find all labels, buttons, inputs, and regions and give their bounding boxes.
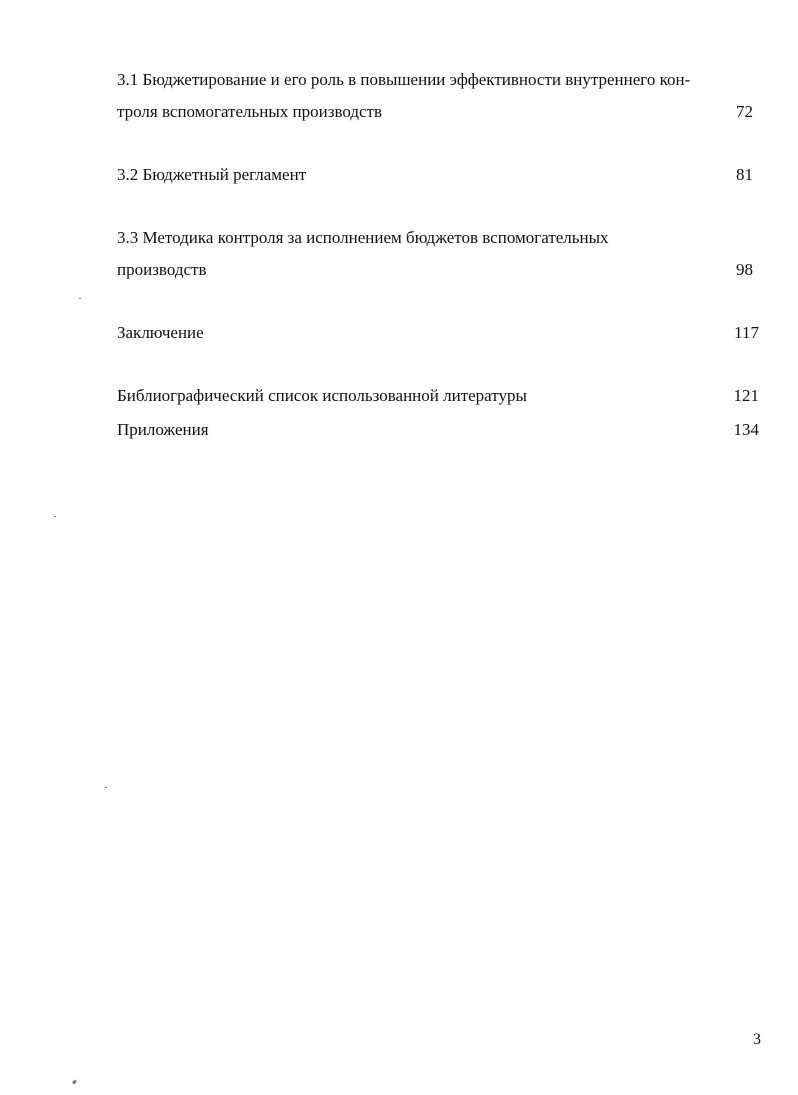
toc-entry-page: 81	[736, 165, 753, 184]
page-number: 3	[753, 1031, 761, 1048]
scan-speck	[79, 298, 81, 299]
toc-entry-3-2	[117, 159, 759, 191]
toc-entry-title-line1: 3.1 Бюджетирование и его роль в повышении эффективности внутреннего кон-	[117, 70, 691, 89]
toc-entry-3-3	[117, 222, 759, 286]
toc-entry-title-line2: троля вспомогательных производств	[117, 102, 383, 121]
toc-entry-title-line2: производств	[117, 260, 207, 279]
toc-entry-3-1	[117, 64, 759, 128]
table-of-contents	[117, 64, 759, 446]
toc-entry-page: 98	[736, 260, 753, 279]
scan-speck	[105, 787, 107, 788]
toc-entry-conclusion	[117, 317, 759, 349]
toc-entry-title: Библиографический список использованной литературы	[117, 386, 527, 405]
scan-speck	[72, 1080, 77, 1085]
toc-entry-title: 3.2 Бюджетный регламент	[117, 165, 307, 184]
toc-entry-page: 134	[733, 420, 759, 439]
toc-entry-title-line1: 3.3 Методика контроля за исполнением бюджетов вспомогательных	[117, 228, 609, 247]
toc-entry-page: 72	[736, 102, 753, 121]
scan-speck	[54, 516, 56, 517]
toc-entry-title: Приложения	[117, 420, 209, 439]
toc-entry-bibliography	[117, 380, 759, 412]
toc-entry-title: Заключение	[117, 323, 204, 342]
toc-entry-page: 121	[733, 386, 759, 405]
toc-entry-appendices	[117, 414, 759, 446]
toc-entry-page: 117	[734, 323, 759, 342]
